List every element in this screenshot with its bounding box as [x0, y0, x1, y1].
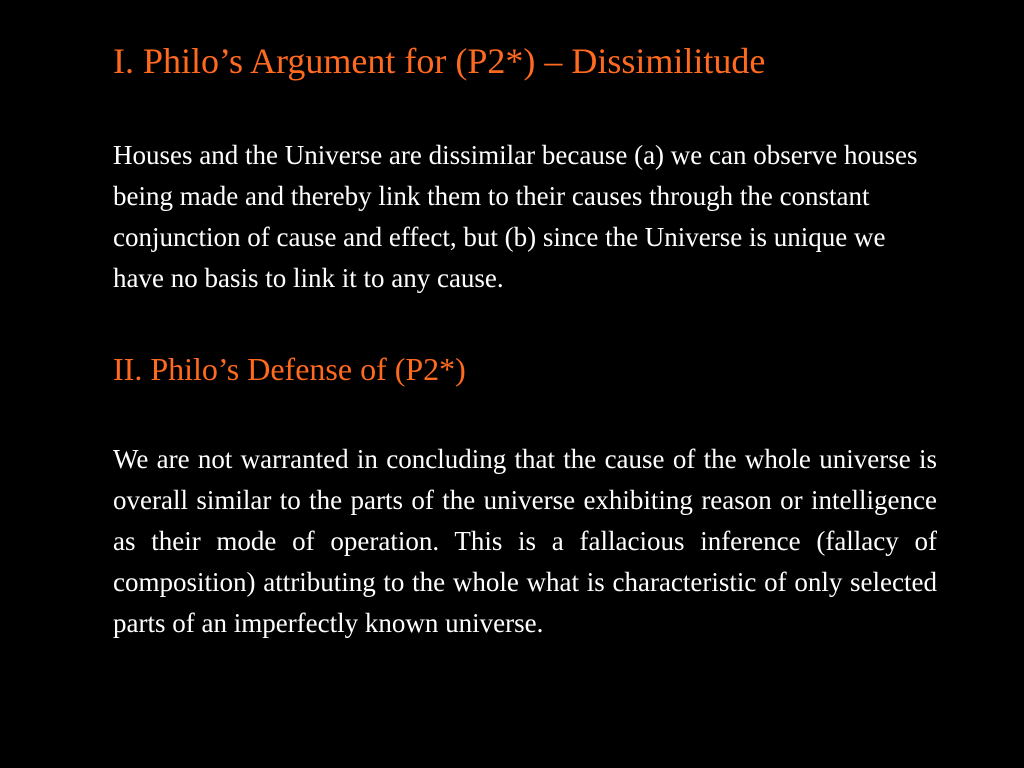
- paragraph-dissimilitude: Houses and the Universe are dissimilar because (a) we can observe houses being made and thereby link them to their causes through the constant conjunction of cause and effect, but (b) since the Universe is unique we have no basis to link it to any cause.: [113, 140, 918, 293]
- slide-content: [113, 40, 937, 644]
- section-heading-1: I. Philo’s Argument for (P2*) – Dissimilitude: [113, 41, 766, 81]
- section-heading-2: II. Philo’s Defense of (P2*): [113, 351, 466, 387]
- paragraph-defense: We are not warranted in concluding that the cause of the whole universe is overall similar to the parts of the universe exhibiting reason or intelligence as their mode of operation. This is a fallacious inference (fallacy of composition) attributing to the whole what is characteristic of only selected parts of an imperfectly known universe.: [113, 444, 937, 638]
